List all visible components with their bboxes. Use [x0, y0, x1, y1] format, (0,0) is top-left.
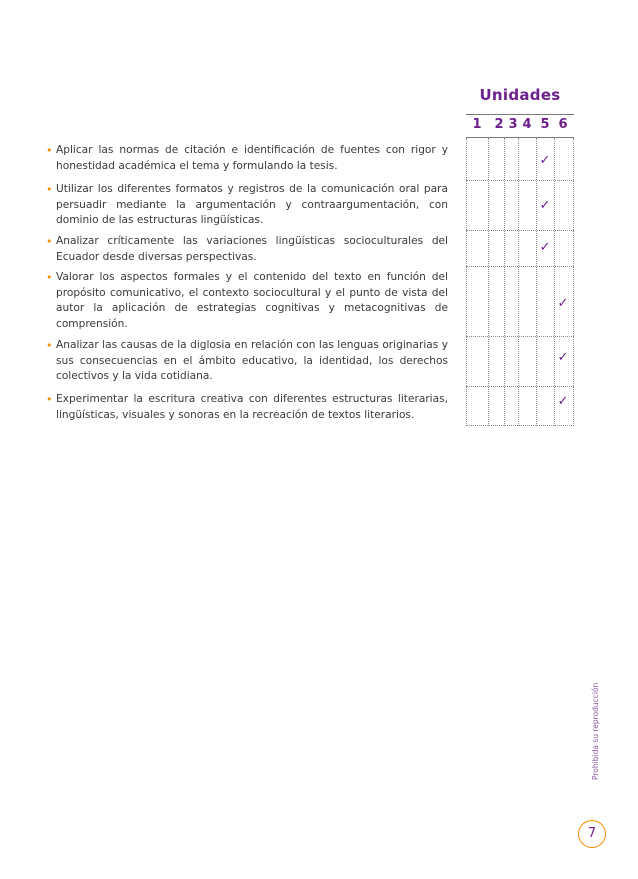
bullet-icon: • [46, 144, 53, 157]
grid-line [573, 138, 574, 426]
list-item [46, 338, 448, 385]
grid-line [536, 138, 537, 426]
page-number-badge [578, 820, 606, 848]
grid-line [466, 180, 574, 181]
list-item-text: Aplicar las normas de citación e identificación de fuentes con rigor y honestidad académica el tema y formulando la tesis. [56, 144, 448, 172]
grid-line [466, 336, 574, 337]
list-item-text: Experimentar la escritura creativa con diferentes estructuras literarias, lingüísticas, visuales y sonoras en la recreación de textos literarios. [56, 393, 448, 421]
unit-number-4: 4 [522, 117, 532, 132]
unit-number-5: 5 [540, 117, 550, 132]
grid-line [504, 138, 505, 426]
unit-number-1: 1 [472, 117, 482, 132]
check-icon: ✓ [557, 394, 569, 409]
grid-line [466, 266, 574, 267]
units-header [466, 114, 574, 138]
unit-number-6: 6 [558, 117, 568, 132]
grid-line [466, 386, 574, 387]
bullet-icon: • [46, 393, 53, 406]
list-item [46, 182, 448, 229]
list-item [46, 392, 448, 423]
bullet-icon: • [46, 339, 53, 352]
check-icon: ✓ [539, 198, 551, 213]
list-item-text: Analizar críticamente las variaciones lingüísticas socioculturales del Ecuador desde diversas perspectivas. [56, 235, 448, 263]
check-icon: ✓ [539, 153, 551, 168]
list-item-text: Utilizar los diferentes formatos y registros de la comunicación oral para persuadir mediante la argumentación y contraargumentación, con dominio de las estructuras lingüísticas. [56, 183, 448, 226]
check-icon: ✓ [539, 240, 551, 255]
units-grid [466, 138, 574, 426]
bullet-icon: • [46, 235, 53, 248]
grid-line [488, 138, 489, 426]
list-item [46, 143, 448, 174]
units-title: Unidades [479, 86, 561, 104]
check-icon: ✓ [557, 296, 569, 311]
bullet-icon: • [46, 183, 53, 196]
unit-number-3: 3 [508, 117, 518, 132]
bullet-icon: • [46, 271, 53, 284]
list-item-text: Analizar las causas de la diglosia en relación con las lenguas originarias y sus consecuencias en el ámbito educativo, la identidad, los derechos colectivos y la vida cotidiana. [56, 339, 448, 382]
page-number: 7 [587, 826, 597, 841]
check-icon: ✓ [557, 350, 569, 365]
unit-number-2: 2 [494, 117, 504, 132]
grid-line [518, 138, 519, 426]
grid-line [466, 425, 574, 426]
grid-line [466, 138, 467, 426]
grid-line [466, 230, 574, 231]
list-item [46, 270, 448, 332]
list-item-text: Valorar los aspectos formales y el contenido del texto en función del propósito comunicativo, el contexto sociocultural y el punto de vista del autor la aplicación de estrategias cognitivas y metacognitivas de comprensión. [56, 271, 448, 330]
list-item [46, 234, 448, 265]
copyright-note: Prohibida su reproducción [591, 682, 600, 780]
grid-line [554, 138, 555, 426]
